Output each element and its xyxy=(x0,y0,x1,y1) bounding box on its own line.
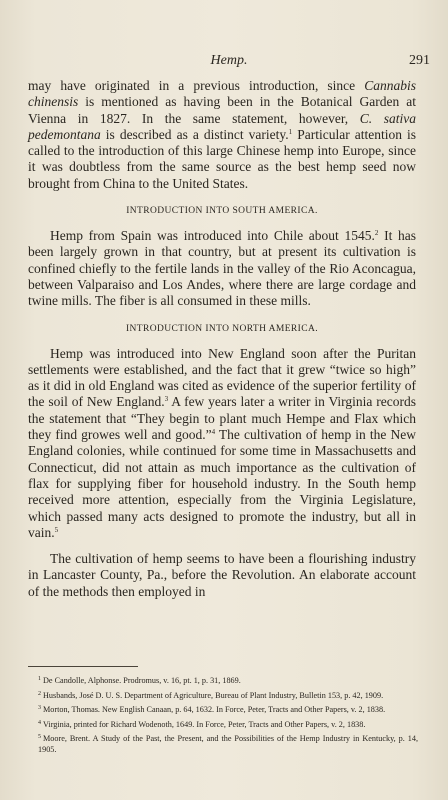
paragraph-2-text-a: Hemp from Spain was introduced into Chile about 1545. xyxy=(50,228,375,244)
page-header xyxy=(28,53,430,73)
footnote-ref-4: 4 xyxy=(211,428,216,437)
paragraph-3-text-b: A few years later a writer in Virginia records the statement that “They begin to plant much Hempe and Flax which they find growes well and good.” xyxy=(28,394,416,443)
section-heading-south-america: INTRODUCTION INTO SOUTH AMERICA. xyxy=(126,206,318,217)
footnote-5 xyxy=(28,732,418,755)
footnote-number: 5 xyxy=(38,734,41,741)
italic-taxon-1: Cannabis chinensis xyxy=(28,78,416,110)
footnote-4 xyxy=(28,718,418,731)
footnote-1 xyxy=(28,674,418,687)
paragraph-1-text-e: is described as a distinct variety. xyxy=(100,126,289,142)
paragraph-1-text-f: Particular attention is called to the introduction of this large Chinese hemp into Europe, since it was doubtless from the same source as the best hemp seed now brought from China to the United States. xyxy=(28,126,417,191)
footnote-number: 4 xyxy=(38,719,41,726)
italic-taxon-2: C. sativa pedemontana xyxy=(28,110,416,142)
footnote-ref-3: 3 xyxy=(164,395,169,404)
footnote-number: 3 xyxy=(38,705,41,712)
footnote-rule xyxy=(28,666,138,667)
page-body xyxy=(28,78,416,600)
paragraph-1-text-c: is mentioned as having been in the Botanical Garden at Vienna in 1827. In the same statement, however, xyxy=(28,94,416,126)
page-number: 291 xyxy=(409,53,430,68)
footnote-3 xyxy=(28,703,418,716)
footnote-ref-5: 5 xyxy=(54,525,59,534)
footnote-text: Husbands, José D. U. S. Department of Agriculture, Bureau of Plant Industry, Bulletin 153, p. 42, 1909. xyxy=(43,690,384,700)
paragraph-3-text-a: Hemp was introduced into New England soon after the Puritan settlements were established, and the fact that it grew “twice so high” as it did in old England was cited as evidence of the superior fertility of the soil of New England. xyxy=(28,345,416,410)
paragraph-4: The cultivation of hemp seems to have been a flourishing industry in Lancaster County, Pa., before the Revolution. An elaborate account of the methods then employed in xyxy=(28,551,416,599)
paragraph-1-text-a: may have originated in a previous introduction, since xyxy=(28,78,365,93)
footnote-text: Morton, Thomas. New English Canaan, p. 64, 1632. In Force, Peter, Tracts and Other Papers, v. 2, 1838. xyxy=(43,705,386,715)
paragraph-3-text-c: The cultivation of hemp in the New England colonies, while continued for some time in Massachusetts and Connecticut, did not attain as much importance as the cultivation of flax for supplying fiber for household industry. In the South hemp received more attention, especially from the Virginia Legislature, which passed many acts designed to promote the industry, but all in vain. xyxy=(28,427,416,540)
paragraph-1 xyxy=(28,78,416,192)
running-title: Hemp. xyxy=(210,53,248,68)
section-heading-north-america: INTRODUCTION INTO NORTH AMERICA. xyxy=(125,323,319,334)
footnote-text: Virginia, printed for Richard Wodenoth, 1649. In Force, Peter, Tracts and Other Papers, v. 2, 1838. xyxy=(43,719,366,729)
footnote-text: Moore, Brent. A Study of the Past, the Present, and the Possibilities of the Hemp Industry in Kentucky, p. 14, 1905. xyxy=(38,734,418,754)
footnote-ref-1: 1 xyxy=(288,127,293,136)
footnote-number: 2 xyxy=(38,690,41,697)
footnotes xyxy=(28,674,418,758)
footnote-number: 1 xyxy=(38,676,41,682)
paragraph-2-text-b: It has been largely grown in that country, but at present its cultivation is confined chiefly to the fertile lands in the valley of the Rio Aconcagua, between Valparaiso and Los Andes, where there are large cordage and twine mills. The fiber is all consumed in these mills. xyxy=(28,228,417,309)
footnote-2 xyxy=(28,689,418,702)
paragraph-2 xyxy=(28,228,416,309)
footnote-ref-2: 2 xyxy=(374,229,379,238)
paragraph-3 xyxy=(28,346,416,542)
footnote-text: De Candolle, Alphonse. Prodromus, v. 16, pt. 1, p. 31, 1869. xyxy=(43,676,241,685)
